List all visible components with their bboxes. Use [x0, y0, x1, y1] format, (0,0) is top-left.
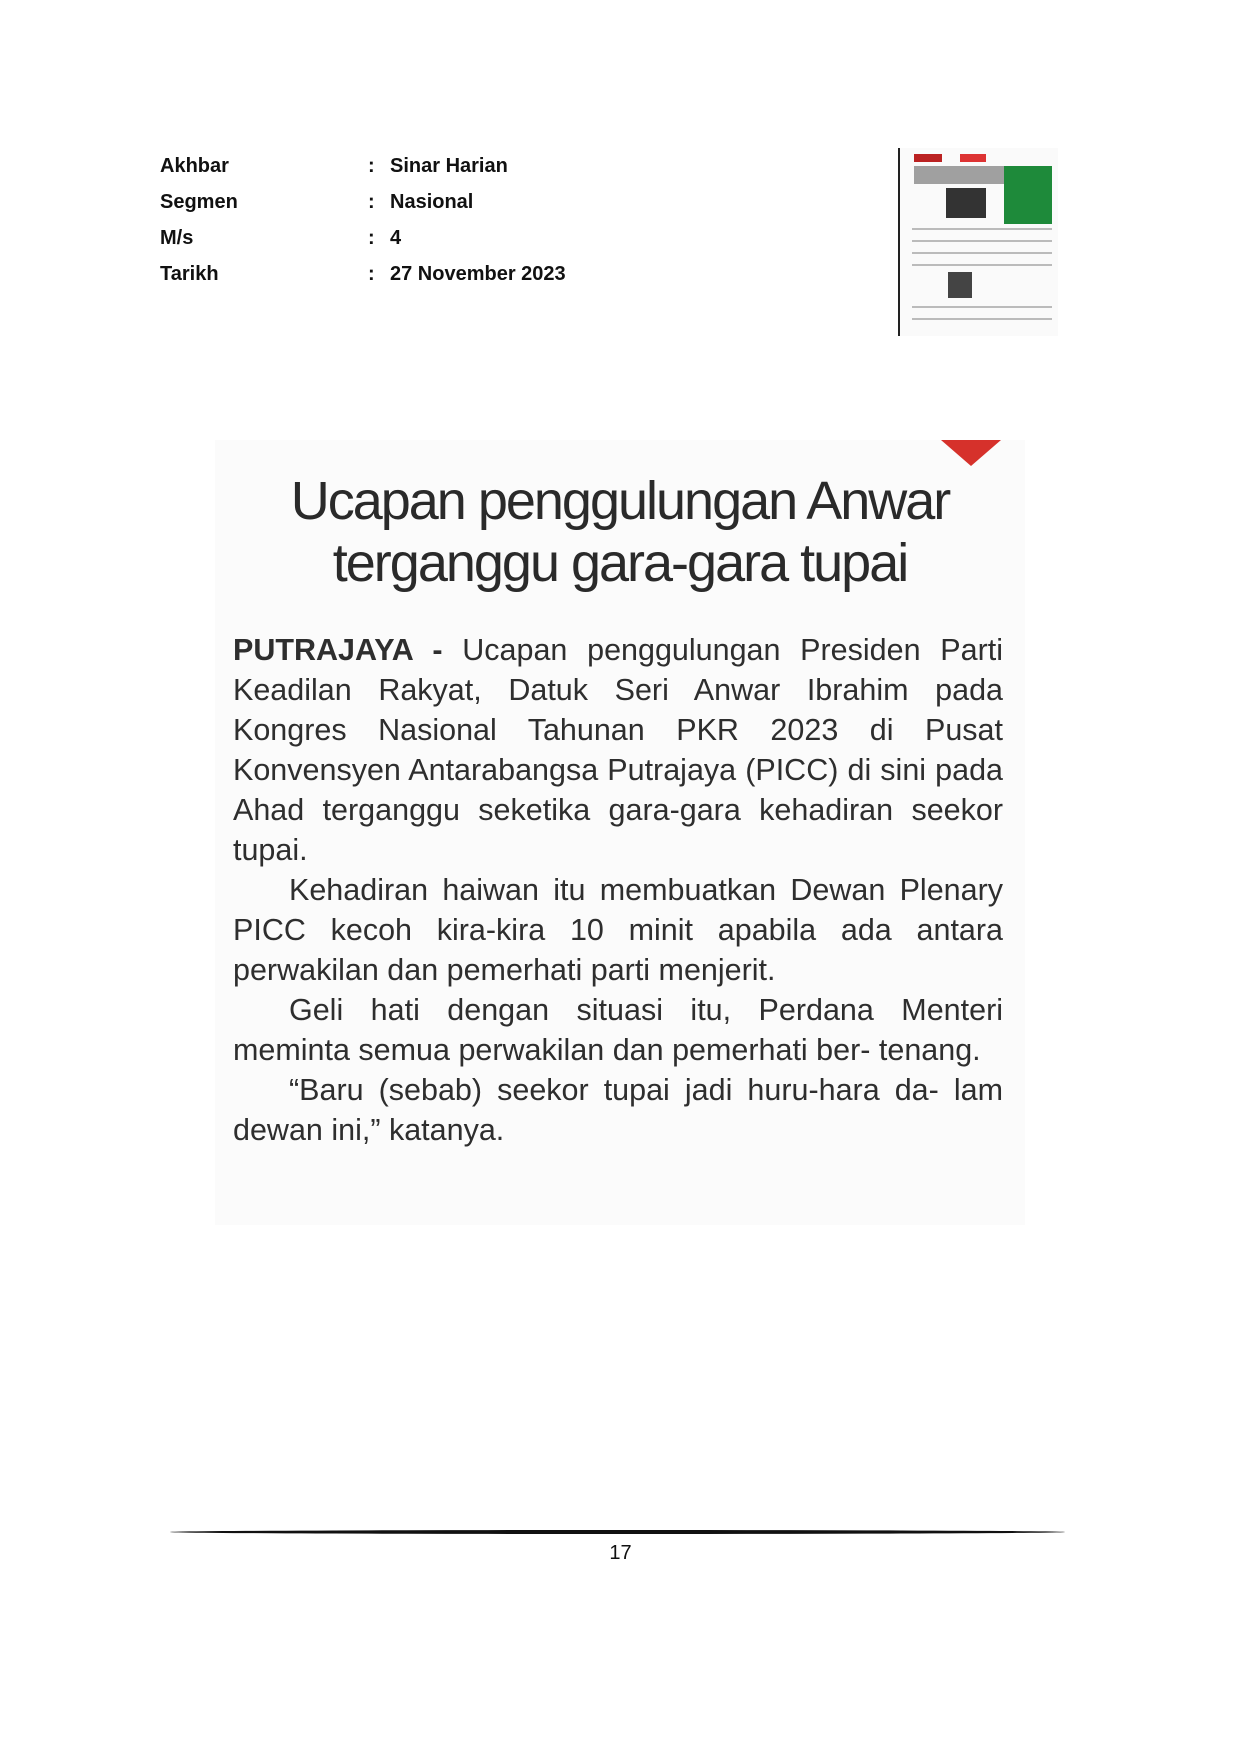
- meta-row-tarikh: [160, 256, 566, 292]
- article-body: [233, 630, 1003, 1150]
- separator: :: [368, 262, 375, 285]
- headline-line: Ucapan penggulungan Anwar: [290, 471, 950, 531]
- thumbnail-headline: [914, 166, 1006, 184]
- meta-row-segmen: [160, 184, 566, 220]
- paragraph: “Baru (sebab) seekor tupai jadi huru-hara da- lam dewan ini,” katanya.: [233, 1073, 1003, 1147]
- separator: :: [368, 154, 375, 177]
- thumbnail-text-line: [912, 306, 1052, 308]
- paragraph: Geli hati dengan situasi itu, Perdana Menteri meminta semua perwakilan dan pemerhati ber- tenang.: [233, 993, 1003, 1067]
- thumbnail-text-line: [912, 252, 1052, 254]
- segmen-value: Nasional: [390, 190, 474, 213]
- footer-rule: [170, 1530, 1065, 1534]
- thumbnail-masthead: [914, 154, 942, 162]
- thumbnail-text-line: [912, 264, 1052, 266]
- red-corner-ribbon: [941, 440, 1001, 466]
- thumbnail-photo: [948, 272, 972, 298]
- thumbnail-text-line: [912, 228, 1052, 230]
- page-number: 17: [609, 1542, 632, 1564]
- akhbar-label: Akhbar: [160, 154, 229, 177]
- thumbnail-photo: [946, 188, 986, 218]
- ms-label: M/s: [160, 226, 194, 249]
- newspaper-clipping: [215, 440, 1025, 1225]
- tarikh-label: Tarikh: [160, 262, 219, 285]
- ms-value: 4: [390, 226, 402, 249]
- paragraph-text: Ucapan penggulungan Presiden Parti Keadilan Rakyat, Datuk Seri Anwar Ibrahim pada Kongres Nasional Tahunan PKR 2023 di Pusat Konvensyen Antarabangsa Putrajaya (PICC) di sini pada Ahad terganggu seketika gara-gara kehadiran seekor tupai.: [233, 633, 1003, 867]
- thumbnail-text-line: [912, 240, 1052, 242]
- segmen-label: Segmen: [160, 190, 238, 213]
- akhbar-value: Sinar Harian: [390, 154, 508, 177]
- dateline: PUTRAJAYA -: [233, 633, 463, 667]
- thumbnail-green-box: [1004, 166, 1052, 224]
- paragraph: [233, 630, 1003, 870]
- thumbnail-logo: [960, 154, 986, 162]
- headline-line: terganggu gara-gara tupai: [332, 533, 908, 593]
- separator: :: [368, 190, 375, 213]
- thumbnail-text-line: [912, 318, 1052, 320]
- clipping-metadata: [160, 148, 566, 292]
- meta-row-akhbar: [160, 148, 566, 184]
- separator: :: [368, 226, 375, 249]
- tarikh-value: 27 November 2023: [390, 262, 566, 285]
- meta-row-ms: [160, 220, 566, 256]
- article-headline: [215, 470, 1025, 594]
- paragraph: Kehadiran haiwan itu membuatkan Dewan Plenary PICC kecoh kira-kira 10 minit apabila ada antara perwakilan dan pemerhati parti menjerit.: [233, 873, 1003, 987]
- newspaper-page-thumbnail: [898, 148, 1058, 336]
